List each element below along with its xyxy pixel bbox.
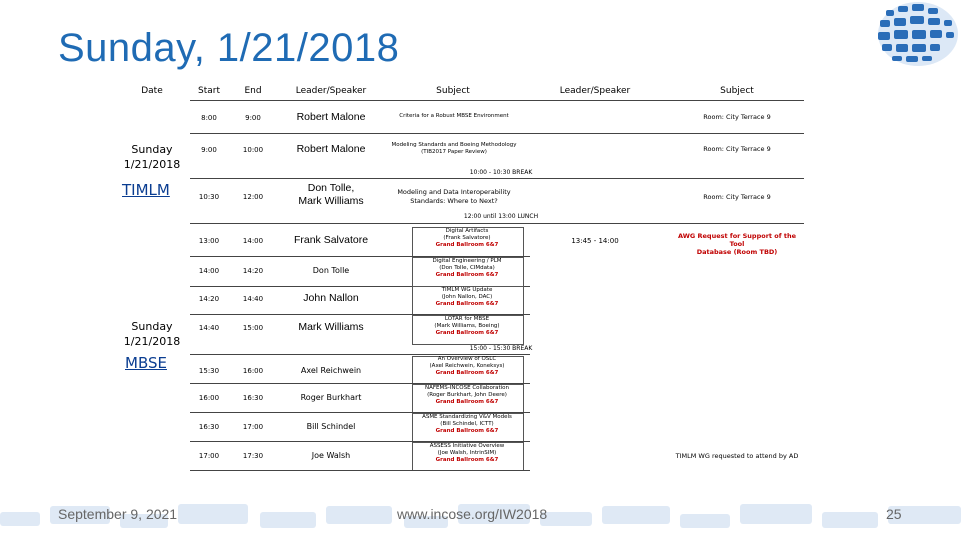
- subject-line: (Mark Williams, Boeing): [434, 323, 500, 329]
- row-start: 16:00: [198, 394, 220, 402]
- row-right-leader: 13:45 - 14:00: [571, 237, 619, 245]
- subject-line: Criteria for a Robust MBSE Environment: [399, 113, 509, 119]
- row-right-subject: Room: City Terrace 9: [703, 113, 771, 121]
- header-end: End: [244, 86, 262, 96]
- header-date: Date: [141, 86, 163, 96]
- row-right-subject: TIMLM WG requested to attend by AD: [675, 452, 799, 460]
- room-label: Grand Ballroom 6&7: [435, 242, 499, 248]
- incose-globe-logo: [866, 0, 961, 68]
- row-divider: [190, 354, 530, 355]
- row-divider: [190, 178, 804, 179]
- row-end: 16:00: [242, 367, 264, 375]
- subject-line: LOTAR for MBSE: [444, 316, 490, 322]
- room-label: Grand Ballroom 6&7: [435, 301, 499, 307]
- subject-line: (Don Tolle, CIMdata): [439, 265, 495, 271]
- subject-line: (John Nallon, DAC): [441, 294, 493, 300]
- subject-line: (Joe Walsh, IntrinSIM): [437, 450, 497, 456]
- row-subject: [380, 142, 528, 156]
- row-start: 8:00: [201, 114, 217, 122]
- row-start: 14:40: [198, 324, 220, 332]
- row-leader: Joe Walsh: [311, 451, 351, 460]
- row-subject: [384, 188, 524, 205]
- room-label: Grand Ballroom 6&7: [435, 330, 499, 336]
- room-label: Grand Ballroom 6&7: [435, 272, 499, 278]
- row-leader: Robert Malone: [296, 143, 366, 155]
- header-leader: Leader/Speaker: [295, 86, 367, 96]
- row-subject: [412, 258, 522, 279]
- date-block-mbse: [112, 319, 192, 349]
- row-right-subject: [670, 232, 804, 256]
- subject-line: ASME Standardizing V&V Models: [422, 414, 512, 420]
- row-end: 12:00: [242, 193, 264, 201]
- row-start: 17:00: [198, 452, 220, 460]
- group-link-timlm[interactable]: TIMLM: [122, 181, 170, 199]
- row-end: 14:00: [242, 237, 264, 245]
- row-divider: [190, 470, 530, 471]
- header-leader-2: Leader/Speaker: [559, 86, 631, 96]
- row-start: 15:30: [198, 367, 220, 375]
- row-leader: Don Tolle: [312, 266, 350, 275]
- room-label: Grand Ballroom 6&7: [435, 399, 499, 405]
- room-label: Grand Ballroom 6&7: [435, 457, 499, 463]
- row-leader: Roger Burkhart: [300, 393, 362, 402]
- row-divider: [190, 223, 804, 224]
- footer-url: www.incose.org/IW2018: [397, 506, 548, 522]
- row-divider: [190, 133, 804, 134]
- group-link-mbse[interactable]: MBSE: [125, 354, 167, 372]
- row-right-subject: Room: City Terrace 9: [703, 145, 771, 153]
- subject-line: ASSESS Initiative Overview: [429, 443, 505, 449]
- date-line: 1/21/2018: [123, 335, 181, 348]
- row-end: 17:30: [242, 452, 264, 460]
- room-label: Grand Ballroom 6&7: [435, 428, 499, 434]
- header-subject-2: Subject: [720, 86, 754, 96]
- row-subject: [412, 385, 522, 406]
- row-end: 9:00: [245, 114, 261, 122]
- subject-line: (Frank Salvatore): [443, 235, 491, 241]
- row-start: 9:00: [201, 146, 217, 154]
- subject-line: (Roger Burkhart, John Deere): [427, 392, 507, 398]
- room-label: Grand Ballroom 6&7: [435, 370, 499, 376]
- subject-line: (Axel Reichwein, Koneksys): [429, 363, 505, 369]
- break-morning: 10:00 - 10:30 BREAK: [469, 169, 533, 176]
- subject-line: Digital Artifacts: [445, 228, 489, 234]
- subject-line: Database (Room TBD): [696, 248, 778, 256]
- row-start: 14:00: [198, 267, 220, 275]
- row-start: 14:20: [198, 295, 220, 303]
- row-subject: [412, 316, 522, 337]
- subject-line: Modeling Standards and Boeing Methodology: [391, 142, 517, 148]
- row-subject: [384, 113, 524, 120]
- row-end: 15:00: [242, 324, 264, 332]
- row-leader: Bill Schindel: [306, 422, 356, 431]
- leader-line: Mark Williams: [298, 195, 364, 207]
- row-start: 13:00: [198, 237, 220, 245]
- row-right-subject: Room: City Terrace 9: [703, 193, 771, 201]
- date-block-timlm: [112, 142, 192, 172]
- row-subject: [412, 356, 522, 377]
- header-divider: [190, 100, 804, 101]
- row-leader: John Nallon: [303, 292, 359, 304]
- row-leader: Robert Malone: [296, 111, 366, 123]
- subject-line: NAFEMS-INCOSE Collaboration: [424, 385, 509, 391]
- page-number: 25: [886, 506, 902, 522]
- row-leader: [282, 182, 380, 208]
- date-line: Sunday: [131, 143, 173, 156]
- subject-line: (Bill Schindel, ICTT): [440, 421, 494, 427]
- row-subject: [412, 287, 522, 308]
- page-title: Sunday, 1/21/2018: [58, 26, 400, 70]
- subject-line: (TIB2017 Paper Review): [421, 149, 487, 155]
- row-end: 16:30: [242, 394, 264, 402]
- header-start: Start: [198, 86, 220, 96]
- subject-line: Modeling and Data Interoperability: [397, 188, 511, 196]
- row-end: 10:00: [242, 146, 264, 154]
- subject-line: Digital Engineering / PLM: [432, 258, 502, 264]
- date-line: 1/21/2018: [123, 158, 181, 171]
- subject-line: AWG Request for Support of the Tool: [678, 232, 796, 248]
- row-subject: [412, 228, 522, 249]
- row-leader: Axel Reichwein: [300, 366, 362, 375]
- break-lunch: 12:00 until 13:00 LUNCH: [463, 213, 539, 220]
- row-end: 14:20: [242, 267, 264, 275]
- leader-line: Don Tolle,: [307, 182, 355, 194]
- header-subject: Subject: [436, 86, 470, 96]
- row-subject: [412, 414, 522, 435]
- subject-line: An Overview of OSLC: [437, 356, 497, 362]
- date-line: Sunday: [131, 320, 173, 333]
- break-afternoon: 15:00 - 15:30 BREAK: [469, 345, 533, 352]
- row-subject: [412, 443, 522, 464]
- row-end: 17:00: [242, 423, 264, 431]
- footer-date: September 9, 2021: [58, 506, 178, 522]
- row-leader: Frank Salvatore: [293, 234, 369, 246]
- subject-line: Standards: Where to Next?: [410, 196, 498, 205]
- row-start: 16:30: [198, 423, 220, 431]
- row-end: 14:40: [242, 295, 264, 303]
- subject-line: TIMLM WG Update: [441, 287, 493, 293]
- row-start: 10:30: [198, 193, 220, 201]
- row-leader: Mark Williams: [298, 321, 364, 333]
